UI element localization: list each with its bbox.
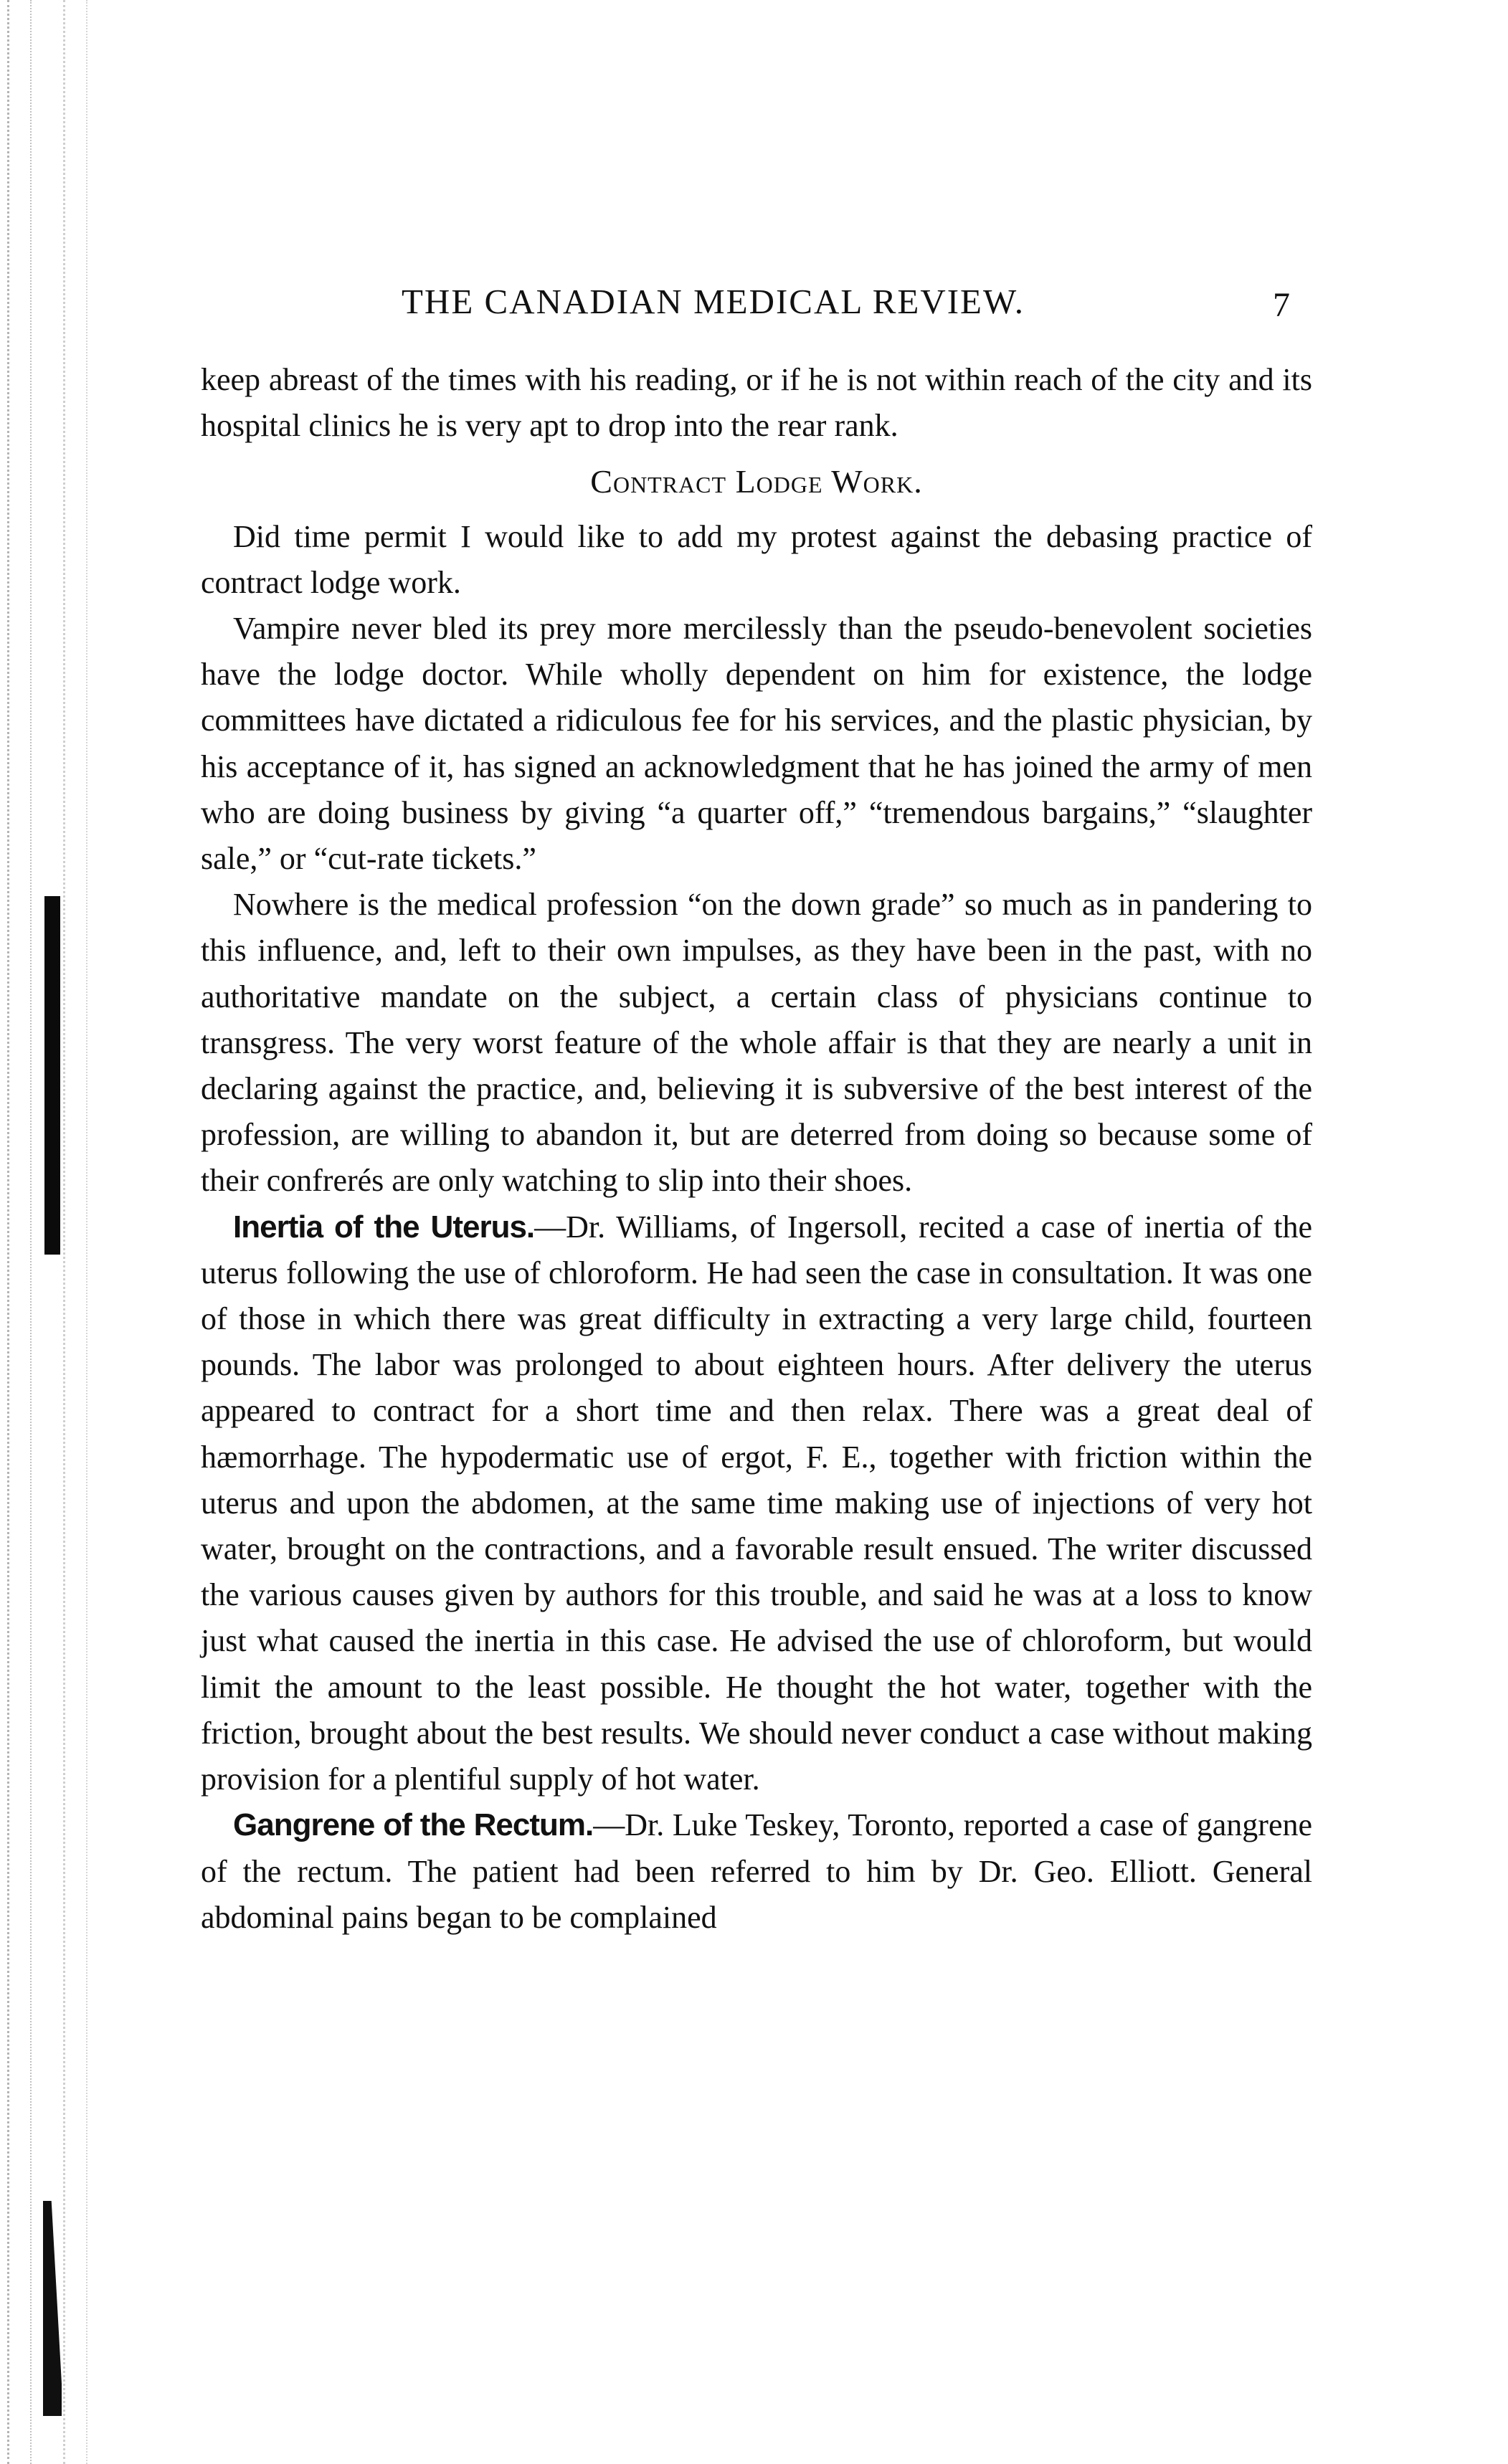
paragraph xyxy=(201,1802,1312,1941)
paragraph: keep abreast of the times with his reading, or if he is not within reach of the city and its hospital clinics he is very apt to drop into the rear rank. xyxy=(201,362,1312,444)
scan-shadow-bar xyxy=(44,896,60,1255)
scan-speckle xyxy=(7,0,9,2464)
scan-speckle xyxy=(86,0,87,2464)
paragraph: Nowhere is the medical profession “on the down grade” so much as in pandering to this influence, and, left to their own impulses, as they have been in the past, with no authoritative mandate on the subject, a certain class of physicians continue to transgress. The very worst feature of the whole affair is that they are nearly a unit in declaring against the practice, and, believing it is subversive of the best interest of the profession, are willing to abandon it, but are deterred from doing so because some of their confrerés are only watching to slip into their shoes. xyxy=(201,887,1312,1199)
article-body xyxy=(201,357,1312,1941)
page-number: 7 xyxy=(1273,286,1291,324)
paragraph-text: —Dr. Luke Teskey, Toronto, reported a case of gangrene of the rectum. The patient had been referred to him by Dr. Geo. Elliott. General abdominal pains began to be complained xyxy=(201,1807,1313,1935)
run-in-heading: Inertia of the Uterus. xyxy=(233,1209,535,1245)
scan-shadow-bar xyxy=(43,2201,62,2416)
paragraph xyxy=(201,1204,1312,1803)
scan-binding-edge xyxy=(0,0,165,2464)
scan-speckle xyxy=(30,0,32,2464)
scan-speckle xyxy=(63,0,65,2464)
paragraph: Did time permit I would like to add my protest against the debasing practice of contract lodge work. xyxy=(201,518,1312,600)
section-heading: Contract Lodge Work. xyxy=(590,463,923,500)
paragraph-text: —Dr. Williams, of Ingersoll, recited a case of inertia of the uterus following the use of chloroform. He had seen the case in consultation. It was one of those in which there was great difficulty in extracting a very large child, fourteen pounds. The labor was prolonged to about eighteen hours. After delivery the uterus appeared to contract for a short time and then relax. There was a great deal of hæmorrhage. The hypodermatic use of ergot, F. E., together with friction within the uterus and upon the abdomen, at the same time making use of injections of very hot water, brought on the contractions, and a favorable result ensued. The writer discussed the various causes given by authors for this trouble, and said he was at a loss to know just what caused the inertia in this case. He advised the use of chloroform, but would limit the amount to the least possible. He thought the hot water, together with the friction, brought about the best results. We should never conduct a case without making provision for a plentiful supply of hot water. xyxy=(201,1209,1312,1797)
journal-title: THE CANADIAN MEDICAL REVIEW. xyxy=(402,282,1025,321)
paragraph: Vampire never bled its prey more mercilessly than the pseudo-benevolent societies have the lodge doctor. While wholly dependent on him for existence, the lodge committees have dictated a ridiculous fee for his services, and the plastic physician, by his acceptance of it, has signed an acknowledgment that he has joined the army of men who are doing business by giving “a quarter off,” “tremendous bargains,” “slaughter sale,” or “cut-rate tickets.” xyxy=(201,611,1312,877)
running-header xyxy=(402,281,1334,324)
run-in-heading: Gangrene of the Rectum. xyxy=(233,1807,594,1843)
